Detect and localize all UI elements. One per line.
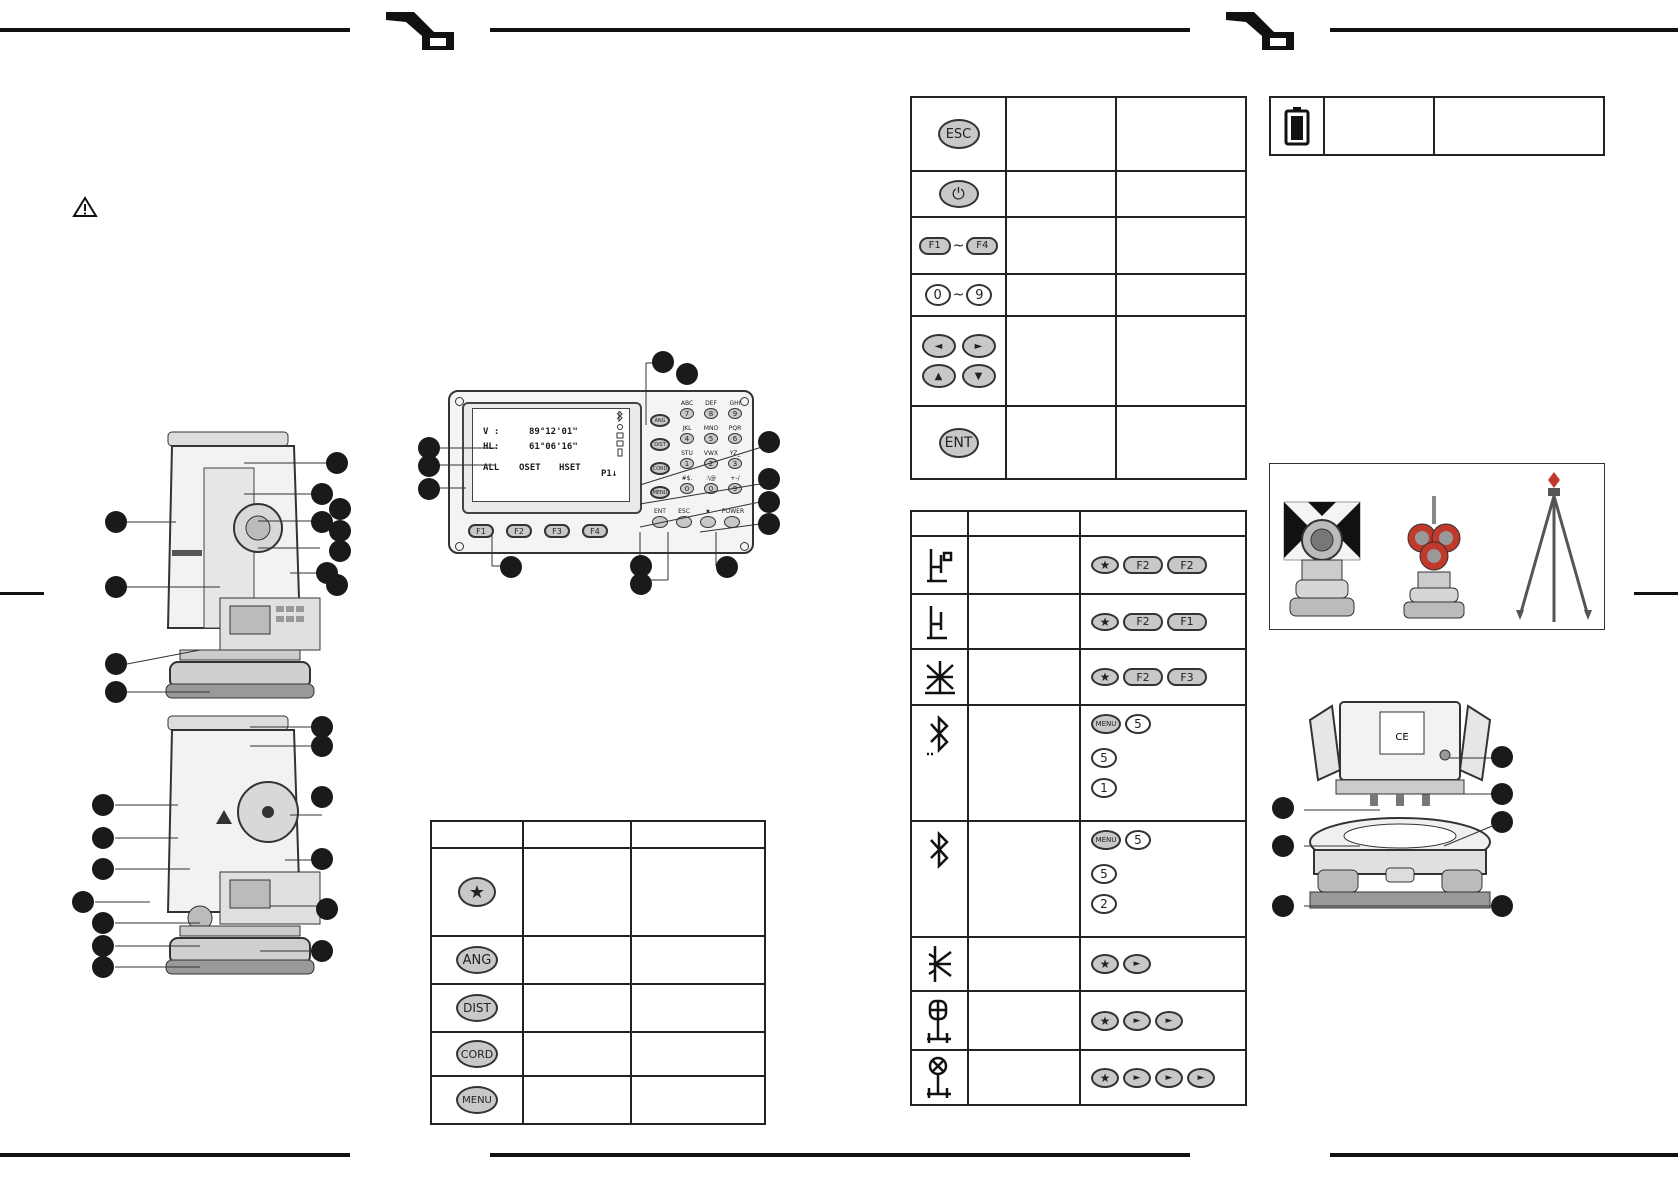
five-key-icon: 5	[1091, 864, 1117, 884]
key-3[interactable]: 3	[728, 458, 742, 469]
key-1[interactable]: 1	[680, 458, 694, 469]
right-arrow-key-icon: ►	[1155, 1011, 1183, 1031]
callout-dot	[316, 898, 338, 920]
tripod-image	[1510, 470, 1600, 626]
nine-key-icon: 9	[966, 284, 992, 306]
one-key-icon: 1	[1091, 778, 1117, 798]
callout-dot	[92, 827, 114, 849]
display-line1-label: V :	[483, 427, 500, 437]
key-letters: +-/	[730, 475, 740, 482]
ang-key-icon: ANG	[456, 946, 498, 974]
display-line2-value: 61°06'16"	[529, 442, 578, 452]
panel-leader-lines	[400, 340, 800, 600]
key-letters: ABC	[680, 400, 694, 407]
dist-key[interactable]: DIST	[650, 438, 670, 451]
cord-key[interactable]: CORD	[650, 462, 670, 475]
right-arrow-key-icon: ►	[1123, 1068, 1151, 1088]
callout-dot	[326, 452, 348, 474]
side-tab-right	[1634, 592, 1678, 595]
right-arrow-key-icon: ►	[1187, 1068, 1215, 1088]
bottom-rule-middle	[490, 1153, 1190, 1157]
brand-logo-icon	[1224, 10, 1298, 52]
esc-key-label: ESC	[678, 508, 690, 515]
display-line2-label: HL:	[483, 442, 500, 452]
star-key-icon: ★	[1091, 954, 1119, 974]
callout-dot	[500, 556, 522, 578]
bottom-rule-left	[0, 1153, 350, 1157]
callout-dot	[92, 858, 114, 880]
callout-dot	[1272, 895, 1294, 917]
right-arrow-key-icon: ►	[1155, 1068, 1183, 1088]
key-letters: DEF	[705, 400, 717, 407]
callout-dot	[105, 653, 127, 675]
callout-dot	[1272, 797, 1294, 819]
five-key-icon: 5	[1125, 830, 1151, 850]
f2-key-icon: F2	[1123, 613, 1163, 631]
dist-key-icon: DIST	[456, 994, 498, 1022]
menu-key-icon: MENU	[1091, 714, 1121, 734]
top-rule-middle	[490, 28, 1190, 32]
table-row	[911, 705, 968, 821]
laser-plummet-icon	[925, 997, 955, 1045]
callout-dot	[418, 478, 440, 500]
mode-shortcut-table	[910, 510, 1247, 1106]
callout-dot	[311, 848, 333, 870]
key-9b[interactable]: 9	[728, 483, 742, 494]
table-header-cell	[431, 821, 523, 848]
table-row	[911, 937, 968, 991]
menu-key-icon: MENU	[456, 1086, 498, 1114]
f2-key-icon: F2	[1123, 556, 1163, 574]
callout-dot	[311, 940, 333, 962]
table-row	[911, 1050, 968, 1105]
table-row	[911, 316, 1006, 406]
reflector-sheet-icon	[925, 545, 955, 585]
callout-dot	[72, 891, 94, 913]
right-arrow-key-icon: ►	[1123, 1011, 1151, 1031]
table-row	[911, 649, 968, 705]
instrument-leader-lines	[0, 0, 360, 1000]
table-row	[911, 821, 968, 937]
callout-dot	[92, 956, 114, 978]
f1-key-icon: F1	[1167, 613, 1207, 631]
key-7[interactable]: 7	[680, 408, 694, 419]
callout-dot	[758, 513, 780, 535]
table-row	[431, 848, 523, 936]
star-key-label: ★	[705, 508, 711, 515]
triple-prism-image	[1398, 494, 1470, 622]
table-row	[431, 984, 523, 1032]
callout-dot	[758, 431, 780, 453]
callout-dot	[329, 498, 351, 520]
key-4[interactable]: 4	[680, 433, 694, 444]
table-row	[911, 217, 1006, 274]
callout-dot	[758, 491, 780, 513]
table-row	[431, 1032, 523, 1076]
brand-logo-icon	[384, 10, 458, 52]
star-key-icon: ★	[1091, 1011, 1119, 1031]
range-tilde: ~	[952, 237, 965, 254]
key-letters: JKL	[682, 425, 692, 432]
callout-dot	[92, 912, 114, 934]
key-function-table	[430, 820, 766, 1125]
callout-dot	[92, 794, 114, 816]
callout-dot	[716, 556, 738, 578]
f4-key[interactable]: F4	[582, 524, 608, 538]
callout-dot	[1491, 811, 1513, 833]
callout-dot	[418, 455, 440, 477]
callout-dot	[311, 735, 333, 757]
left-arrow-key-icon: ◄	[922, 334, 956, 358]
down-arrow-key-icon: ▼	[962, 364, 996, 388]
accessories-figure	[1269, 463, 1605, 630]
key-8[interactable]: 8	[704, 408, 718, 419]
table-header-cell	[523, 821, 631, 848]
callout-dot	[1272, 835, 1294, 857]
callout-dot	[1491, 783, 1513, 805]
display-line1-value: 89°12'01"	[529, 427, 578, 437]
key-5[interactable]: 5	[704, 433, 718, 444]
battery-table	[1269, 96, 1605, 156]
key-letters: STU	[681, 450, 693, 457]
key-2[interactable]: 2	[704, 458, 718, 469]
ce-mark: CE	[1395, 732, 1409, 743]
table-row	[911, 171, 1006, 217]
table-row	[911, 991, 968, 1050]
f4-key-icon: F4	[966, 237, 998, 255]
table-row	[1270, 97, 1324, 155]
callout-dot	[652, 351, 674, 373]
callout-dot	[1491, 746, 1513, 768]
callout-dot	[105, 681, 127, 703]
prism-icon	[923, 657, 957, 697]
ent-key-icon: ENT	[939, 428, 979, 458]
key-letters: VWX	[703, 450, 719, 457]
power-key-label: POWER	[721, 508, 745, 515]
esc-key-icon: ESC	[938, 119, 980, 149]
table-row	[911, 97, 1006, 171]
key-letters: PQR	[728, 425, 742, 432]
key-0[interactable]: 0	[680, 483, 694, 494]
reflectorless-icon	[925, 602, 955, 642]
star-key-icon: ★	[1091, 613, 1119, 631]
range-tilde: ~	[952, 287, 965, 303]
table-row	[911, 406, 1006, 479]
callout-dot	[326, 574, 348, 596]
f3-key[interactable]: F3	[544, 524, 570, 538]
softkey-label-2: OSET	[519, 463, 541, 473]
cord-key-icon: CORD	[456, 1040, 498, 1068]
battery-icon	[1284, 106, 1310, 146]
key-letters: :\@	[705, 475, 717, 482]
key-letters: #$.	[681, 475, 693, 482]
key-6[interactable]: 6	[728, 433, 742, 444]
bluetooth-on-icon	[925, 830, 955, 874]
page-indicator: P1↓	[601, 469, 618, 479]
table-row	[431, 936, 523, 984]
zero-key-icon: 0	[925, 284, 951, 306]
key-letters: YZ_	[729, 450, 741, 457]
callout-dot	[105, 576, 127, 598]
callout-dot	[105, 511, 127, 533]
f2-key[interactable]: F2	[506, 524, 532, 538]
plummet-off-icon	[925, 1054, 955, 1102]
key-9[interactable]: 9	[728, 408, 742, 419]
callout-dot	[1491, 895, 1513, 917]
callout-dot	[676, 363, 698, 385]
menu-key[interactable]: MENU	[650, 486, 670, 499]
table-row	[431, 1076, 523, 1124]
callout-dot	[630, 573, 652, 595]
ang-key[interactable]: ANG	[650, 414, 670, 427]
power-key-icon: ⏻	[939, 180, 979, 208]
star-key-icon: ★	[1091, 668, 1119, 686]
callout-dot	[311, 786, 333, 808]
callout-dot	[311, 483, 333, 505]
right-arrow-key-icon: ►	[1123, 954, 1151, 974]
bluetooth-off-icon	[925, 714, 955, 758]
two-key-icon: 2	[1091, 894, 1117, 914]
star-key-icon: ★	[458, 877, 496, 907]
laser-pointer-icon	[925, 942, 955, 986]
top-rule-right	[1330, 28, 1678, 32]
five-key-icon: 5	[1125, 714, 1151, 734]
tribrach-leader-lines	[1280, 740, 1520, 920]
star-key-icon: ★	[1091, 1068, 1119, 1088]
table-row	[911, 536, 968, 594]
key-function-table-2	[910, 96, 1247, 480]
table-row	[911, 274, 1006, 316]
star-key-icon: ★	[1091, 556, 1119, 574]
softkey-label-3: HSET	[559, 463, 581, 473]
ent-key-label: ENT	[654, 508, 666, 515]
f2-key-icon: F2	[1167, 556, 1207, 574]
f2-key-icon: F2	[1123, 668, 1163, 686]
five-key-icon: 5	[1091, 748, 1117, 768]
callout-dot	[329, 520, 351, 542]
prism-with-target-image	[1282, 500, 1362, 622]
right-arrow-key-icon: ►	[962, 334, 996, 358]
table-row	[911, 594, 968, 649]
f1-key[interactable]: F1	[468, 524, 494, 538]
table-header-cell	[631, 821, 765, 848]
bottom-rule-right	[1330, 1153, 1678, 1157]
key-0b[interactable]: 0	[704, 483, 718, 494]
menu-key-icon: MENU	[1091, 830, 1121, 850]
up-arrow-key-icon: ▲	[922, 364, 956, 388]
callout-dot	[329, 540, 351, 562]
key-letters: GHI	[729, 400, 741, 407]
key-letters: MNO	[703, 425, 719, 432]
f1-key-icon: F1	[919, 237, 951, 255]
softkey-label-1: ALL	[483, 463, 500, 473]
callout-dot	[92, 935, 114, 957]
f3-key-icon: F3	[1167, 668, 1207, 686]
callout-dot	[758, 468, 780, 490]
